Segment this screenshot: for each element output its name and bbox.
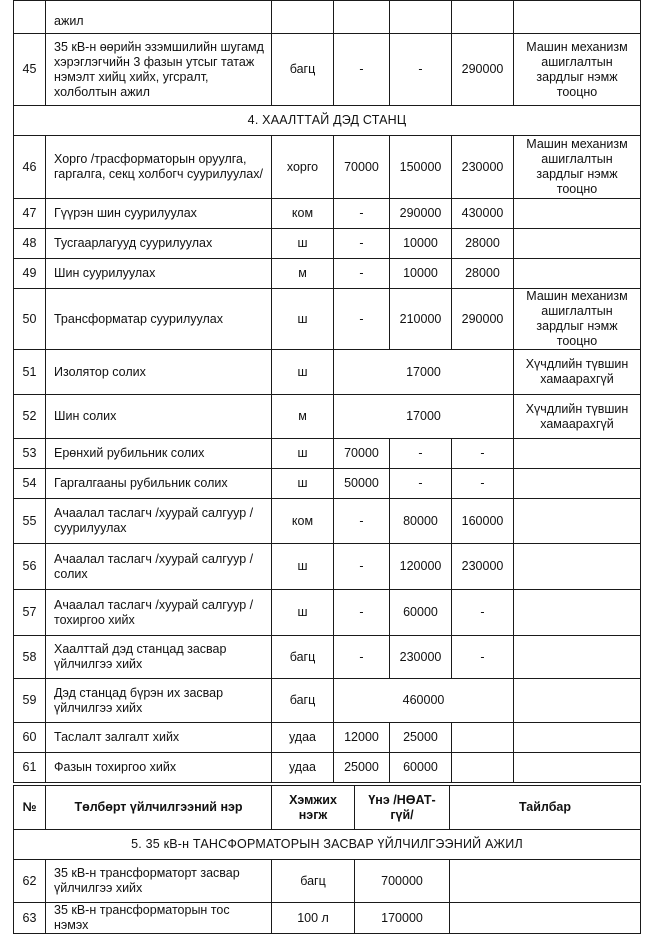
unit-cell: ш (272, 439, 334, 469)
price-cell-2: 210000 (390, 289, 452, 350)
price-cell-2: 60000 (390, 590, 452, 636)
price-cell-3 (452, 723, 514, 753)
service-name-cell: Изолятор солих (46, 350, 272, 395)
table-row (14, 439, 641, 469)
unit-cell: ш (272, 289, 334, 350)
note-cell (514, 199, 641, 229)
unit-cell: багц (272, 679, 334, 723)
unit-cell: ком (272, 199, 334, 229)
price-cell-3: - (452, 590, 514, 636)
price-cell: 700000 (355, 860, 450, 903)
price-cell-1: - (334, 199, 390, 229)
note-cell (514, 499, 641, 544)
value-cell (452, 1, 514, 34)
table-row (14, 860, 641, 903)
section-title: 5. 35 кВ-н ТАНСФОРМАТОРЫН ЗАСВАР ҮЙЛЧИЛГЭЭНИЙ АЖИЛ (14, 830, 641, 860)
merged-price-cell: 460000 (334, 679, 514, 723)
note-cell (514, 679, 641, 723)
note-cell (514, 544, 641, 590)
note-cell (514, 1, 641, 34)
table-body (14, 786, 641, 934)
unit-cell: ш (272, 590, 334, 636)
row-number-cell: 53 (14, 439, 46, 469)
price-cell-2: 120000 (390, 544, 452, 590)
price-cell-1: - (334, 544, 390, 590)
unit-cell: багц (272, 860, 355, 903)
row-number-cell: 60 (14, 723, 46, 753)
merged-price-cell: 17000 (334, 395, 514, 439)
table-row (14, 753, 641, 783)
table-row (14, 395, 641, 439)
table-body (14, 1, 641, 783)
service-name-cell: Ачаалал таслагч /хуурай салгуур / суурилуулах (46, 499, 272, 544)
unit-cell: багц (272, 34, 334, 106)
service-name-cell: Фазын тохиргоо хийх (46, 753, 272, 783)
note-cell: Хүчдлийн түвшин хамаарахгүй (514, 350, 641, 395)
note-cell (514, 636, 641, 679)
table-header-row (14, 786, 641, 830)
service-name-cell: Ерөнхий рубильник солих (46, 439, 272, 469)
row-number-cell: 52 (14, 395, 46, 439)
price-cell-1: - (334, 229, 390, 259)
unit-cell: ш (272, 469, 334, 499)
header-note: Тайлбар (450, 786, 641, 830)
price-cell-1: 70000 (334, 439, 390, 469)
price-table-main (13, 0, 641, 783)
section-title-row (14, 106, 641, 136)
row-number-cell: 45 (14, 34, 46, 106)
merged-price-cell: 17000 (334, 350, 514, 395)
service-name-cell: 35 кВ-н өөрийн эзэмшилийн шугамд хэрэглэгчийн 3 фазын утсыг татаж нэмэлт хийц хийх, угсралт, холболтын ажил (46, 34, 272, 106)
row-number-cell: 55 (14, 499, 46, 544)
unit-cell: хорго (272, 136, 334, 199)
row-number-cell: 62 (14, 860, 46, 903)
table-row (14, 259, 641, 289)
table-row (14, 289, 641, 350)
price-cell-1: - (334, 499, 390, 544)
service-name-cell: 35 кВ-н трансформаторт засвар үйлчилгээ хийх (46, 860, 272, 903)
price-cell-3: 28000 (452, 229, 514, 259)
price-cell-3: - (452, 636, 514, 679)
table-row (14, 229, 641, 259)
header-price: Үнэ /НӨАТ-гүй/ (355, 786, 450, 830)
unit-cell: 100 л (272, 903, 355, 934)
price-cell-1: 25000 (334, 753, 390, 783)
table-row (14, 199, 641, 229)
row-number-cell: 50 (14, 289, 46, 350)
price-cell-3 (452, 753, 514, 783)
table-row (14, 903, 641, 934)
row-number-cell: 54 (14, 469, 46, 499)
row-number-cell: 58 (14, 636, 46, 679)
header-number: № (14, 786, 46, 830)
price-cell-2: 10000 (390, 259, 452, 289)
unit-cell: багц (272, 636, 334, 679)
row-number-cell: 56 (14, 544, 46, 590)
note-cell: Машин механизм ашиглалтын зардлыг нэмж тооцно (514, 289, 641, 350)
price-cell-1: - (334, 590, 390, 636)
note-cell (514, 229, 641, 259)
row-number-cell: 51 (14, 350, 46, 395)
table-row (14, 590, 641, 636)
service-name-cell: Трансформатар суурилуулах (46, 289, 272, 350)
note-cell: Хүчдлийн түвшин хамаарахгүй (514, 395, 641, 439)
row-number-cell: 59 (14, 679, 46, 723)
price-cell-2: 60000 (390, 753, 452, 783)
price-table-secondary (13, 785, 641, 934)
unit-cell: ш (272, 544, 334, 590)
price-cell-3: 28000 (452, 259, 514, 289)
service-name-cell: Ачаалал таслагч /хуурай салгуур / солих (46, 544, 272, 590)
note-cell (450, 860, 641, 903)
row-number-cell: 49 (14, 259, 46, 289)
price-cell-1: 12000 (334, 723, 390, 753)
price-cell-3: 230000 (452, 136, 514, 199)
price-cell-2: - (390, 34, 452, 106)
value-cell (390, 1, 452, 34)
unit-cell: удаа (272, 753, 334, 783)
row-number-cell: 46 (14, 136, 46, 199)
price-cell-3: 430000 (452, 199, 514, 229)
price-cell-2: 10000 (390, 229, 452, 259)
service-name-cell: Хорго /трасформаторын оруулга, гаргалга, секц холбогч суурилуулах/ (46, 136, 272, 199)
service-name-cell: 35 кВ-н трансформаторын тос нэмэх (46, 903, 272, 934)
table-row (14, 544, 641, 590)
section-title-row (14, 830, 641, 860)
service-name-cell: Таслалт залгалт хийх (46, 723, 272, 753)
row-number-cell: 47 (14, 199, 46, 229)
service-name-cell: Ачаалал таслагч /хуурай салгуур / тохиргоо хийх (46, 590, 272, 636)
price-cell-1: - (334, 636, 390, 679)
row-number-cell: 61 (14, 753, 46, 783)
table-row (14, 499, 641, 544)
table-row (14, 1, 641, 34)
price-cell-1: - (334, 259, 390, 289)
unit-cell: удаа (272, 723, 334, 753)
table-row (14, 34, 641, 106)
price-cell-1: - (334, 289, 390, 350)
price-cell-3: - (452, 439, 514, 469)
price-cell-2: 230000 (390, 636, 452, 679)
service-name-cell: Тусгаарлагууд суурилуулах (46, 229, 272, 259)
unit-cell: ш (272, 350, 334, 395)
price-cell-1: 50000 (334, 469, 390, 499)
note-cell (514, 590, 641, 636)
unit-cell: м (272, 259, 334, 289)
note-cell (514, 753, 641, 783)
table-row (14, 350, 641, 395)
table-row (14, 679, 641, 723)
unit-cell: м (272, 395, 334, 439)
service-name-cell: ажил (46, 1, 272, 34)
note-cell (514, 469, 641, 499)
price-cell-2: 290000 (390, 199, 452, 229)
price-cell-2: - (390, 469, 452, 499)
row-number-cell (14, 1, 46, 34)
price-cell-3: - (452, 469, 514, 499)
price-cell-2: 150000 (390, 136, 452, 199)
price-cell-1: - (334, 34, 390, 106)
price-cell-3: 230000 (452, 544, 514, 590)
unit-cell (272, 1, 334, 34)
header-service-name: Төлбөрт үйлчилгээний нэр (46, 786, 272, 830)
price-cell-1: 70000 (334, 136, 390, 199)
row-number-cell: 63 (14, 903, 46, 934)
note-cell: Машин механизм ашиглалтын зардлыг нэмж тооцно (514, 34, 641, 106)
row-number-cell: 57 (14, 590, 46, 636)
service-name-cell: Дэд станцад бүрэн их засвар үйлчилгээ хийх (46, 679, 272, 723)
service-name-cell: Гүүрэн шин суурилуулах (46, 199, 272, 229)
note-cell: Машин механизм ашиглалтын зардлыг нэмж тооцно (514, 136, 641, 199)
price-cell: 170000 (355, 903, 450, 934)
row-number-cell: 48 (14, 229, 46, 259)
service-name-cell: Хаалттай дэд станцад засвар үйлчилгээ хийх (46, 636, 272, 679)
unit-cell: ш (272, 229, 334, 259)
price-cell-3: 290000 (452, 289, 514, 350)
price-cell-2: - (390, 439, 452, 469)
price-cell-2: 25000 (390, 723, 452, 753)
note-cell (514, 439, 641, 469)
service-name-cell: Гаргалгааны рубильник солих (46, 469, 272, 499)
service-name-cell: Шин суурилуулах (46, 259, 272, 289)
table-row (14, 636, 641, 679)
note-cell (514, 723, 641, 753)
note-cell (514, 259, 641, 289)
value-cell (334, 1, 390, 34)
table-row (14, 469, 641, 499)
unit-cell: ком (272, 499, 334, 544)
price-cell-3: 290000 (452, 34, 514, 106)
price-cell-3: 160000 (452, 499, 514, 544)
note-cell (450, 903, 641, 934)
header-unit: Хэмжих нэгж (272, 786, 355, 830)
price-cell-2: 80000 (390, 499, 452, 544)
service-name-cell: Шин солих (46, 395, 272, 439)
table-row (14, 136, 641, 199)
section-title: 4. ХААЛТТАЙ ДЭД СТАНЦ (14, 106, 641, 136)
table-row (14, 723, 641, 753)
